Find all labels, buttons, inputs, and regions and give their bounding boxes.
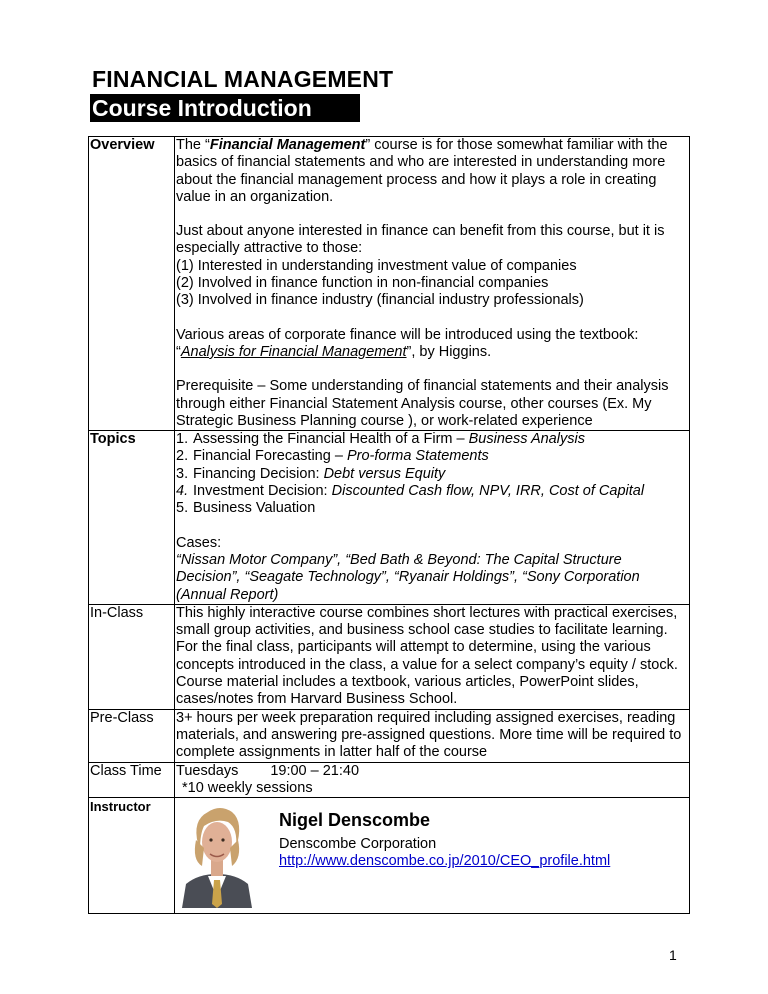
document-title: FINANCIAL MANAGEMENT xyxy=(92,66,394,92)
topics-list xyxy=(176,431,688,517)
cases-text: “Nissan Motor Company”, “Bed Bath & Beyond: The Capital Structure Decision”, “Seagate Technology”, “Ryanair Holdings”, “Sony Corporation (Annual Report) xyxy=(176,551,640,603)
overview-paragraph-3: Various areas of corporate finance will be introduced using the textbook: “Analysis for Financial Management”, by Higgins. xyxy=(176,326,639,360)
instructor-name: Nigel Denscombe xyxy=(279,810,431,831)
topic-item: 3. Financing Decision: Debt versus Equity xyxy=(176,465,446,482)
audience-item: (2) Involved in finance function in non-financial companies xyxy=(176,275,549,292)
cases-label: Cases: xyxy=(176,534,222,551)
course-table xyxy=(88,136,690,914)
topic-item: 4. Investment Decision: Discounted Cash flow, NPV, IRR, Cost of Capital xyxy=(176,483,645,500)
topic-item: 1. Assessing the Financial Health of a Firm – Business Analysis xyxy=(176,431,585,448)
instructor-company: Denscombe Corporation xyxy=(279,836,437,853)
class-hours: 19:00 – 21:40 xyxy=(270,762,360,779)
in-class-label: In-Class xyxy=(89,604,175,709)
in-class-row xyxy=(89,604,690,709)
overview-paragraph-2: Just about anyone interested in finance can benefit from this course, but it is especially attractive to those: xyxy=(176,223,665,257)
class-time-row xyxy=(89,762,690,798)
topic-item: 2. Financial Forecasting – Pro-forma Statements xyxy=(176,448,489,465)
overview-row xyxy=(89,137,690,431)
audience-item: (1) Interested in understanding investment value of companies xyxy=(176,257,577,274)
document-subtitle: Course Introduction xyxy=(90,94,360,122)
topics-label: Topics xyxy=(89,431,175,605)
instructor-photo xyxy=(178,800,256,908)
class-day: Tuesdays xyxy=(176,762,239,779)
audience-item: (3) Involved in finance industry (financial industry professionals) xyxy=(176,292,584,309)
class-time-label: Class Time xyxy=(89,762,175,798)
prerequisite-text: Prerequisite – Some understanding of financial statements and their analysis through either Financial Statement Analysis course, other courses (Ex. My Strategic Business Planning course ), or work-related experience xyxy=(176,378,669,429)
overview-label: Overview xyxy=(89,137,175,431)
class-sessions-note: *10 weekly sessions xyxy=(182,779,313,796)
instructor-profile-link[interactable]: http://www.denscombe.co.jp/2010/CEO_profile.html xyxy=(279,853,611,870)
instructor-row xyxy=(89,798,690,914)
instructor-content xyxy=(175,798,690,914)
course-name: Financial Management xyxy=(209,137,366,153)
topics-row xyxy=(89,431,690,605)
in-class-text: This highly interactive course combines short lectures with practical exercises, small group activities, and business school case studies to facilitate learning. For the final class, participants will attempt to determine, using the various concepts introduced in the class, a value for a select company’s equity / stock. Course material includes a textbook, various articles, PowerPoint slides, cases/notes from Harvard Business School. xyxy=(175,604,690,709)
instructor-label: Instructor xyxy=(89,798,175,914)
pre-class-label: Pre-Class xyxy=(89,709,175,762)
page-number: 1 xyxy=(669,947,677,963)
topic-item: 5. Business Valuation xyxy=(176,500,316,517)
overview-content xyxy=(175,137,690,431)
overview-paragraph-1: The “Financial Management” course is for those somewhat familiar with the basics of financial statements and who are interested in understanding more about the financial management process and how it plays a role in creating value in an organization. xyxy=(176,137,668,205)
topics-content xyxy=(175,431,690,605)
pre-class-row xyxy=(89,709,690,762)
textbook-title: Analysis for Financial Management xyxy=(180,343,407,360)
pre-class-text: 3+ hours per week preparation required including assigned exercises, reading materials, and answering pre-assigned questions. More time will be required to complete assignments in latter half of the course xyxy=(175,709,690,762)
class-time-content xyxy=(175,762,690,798)
